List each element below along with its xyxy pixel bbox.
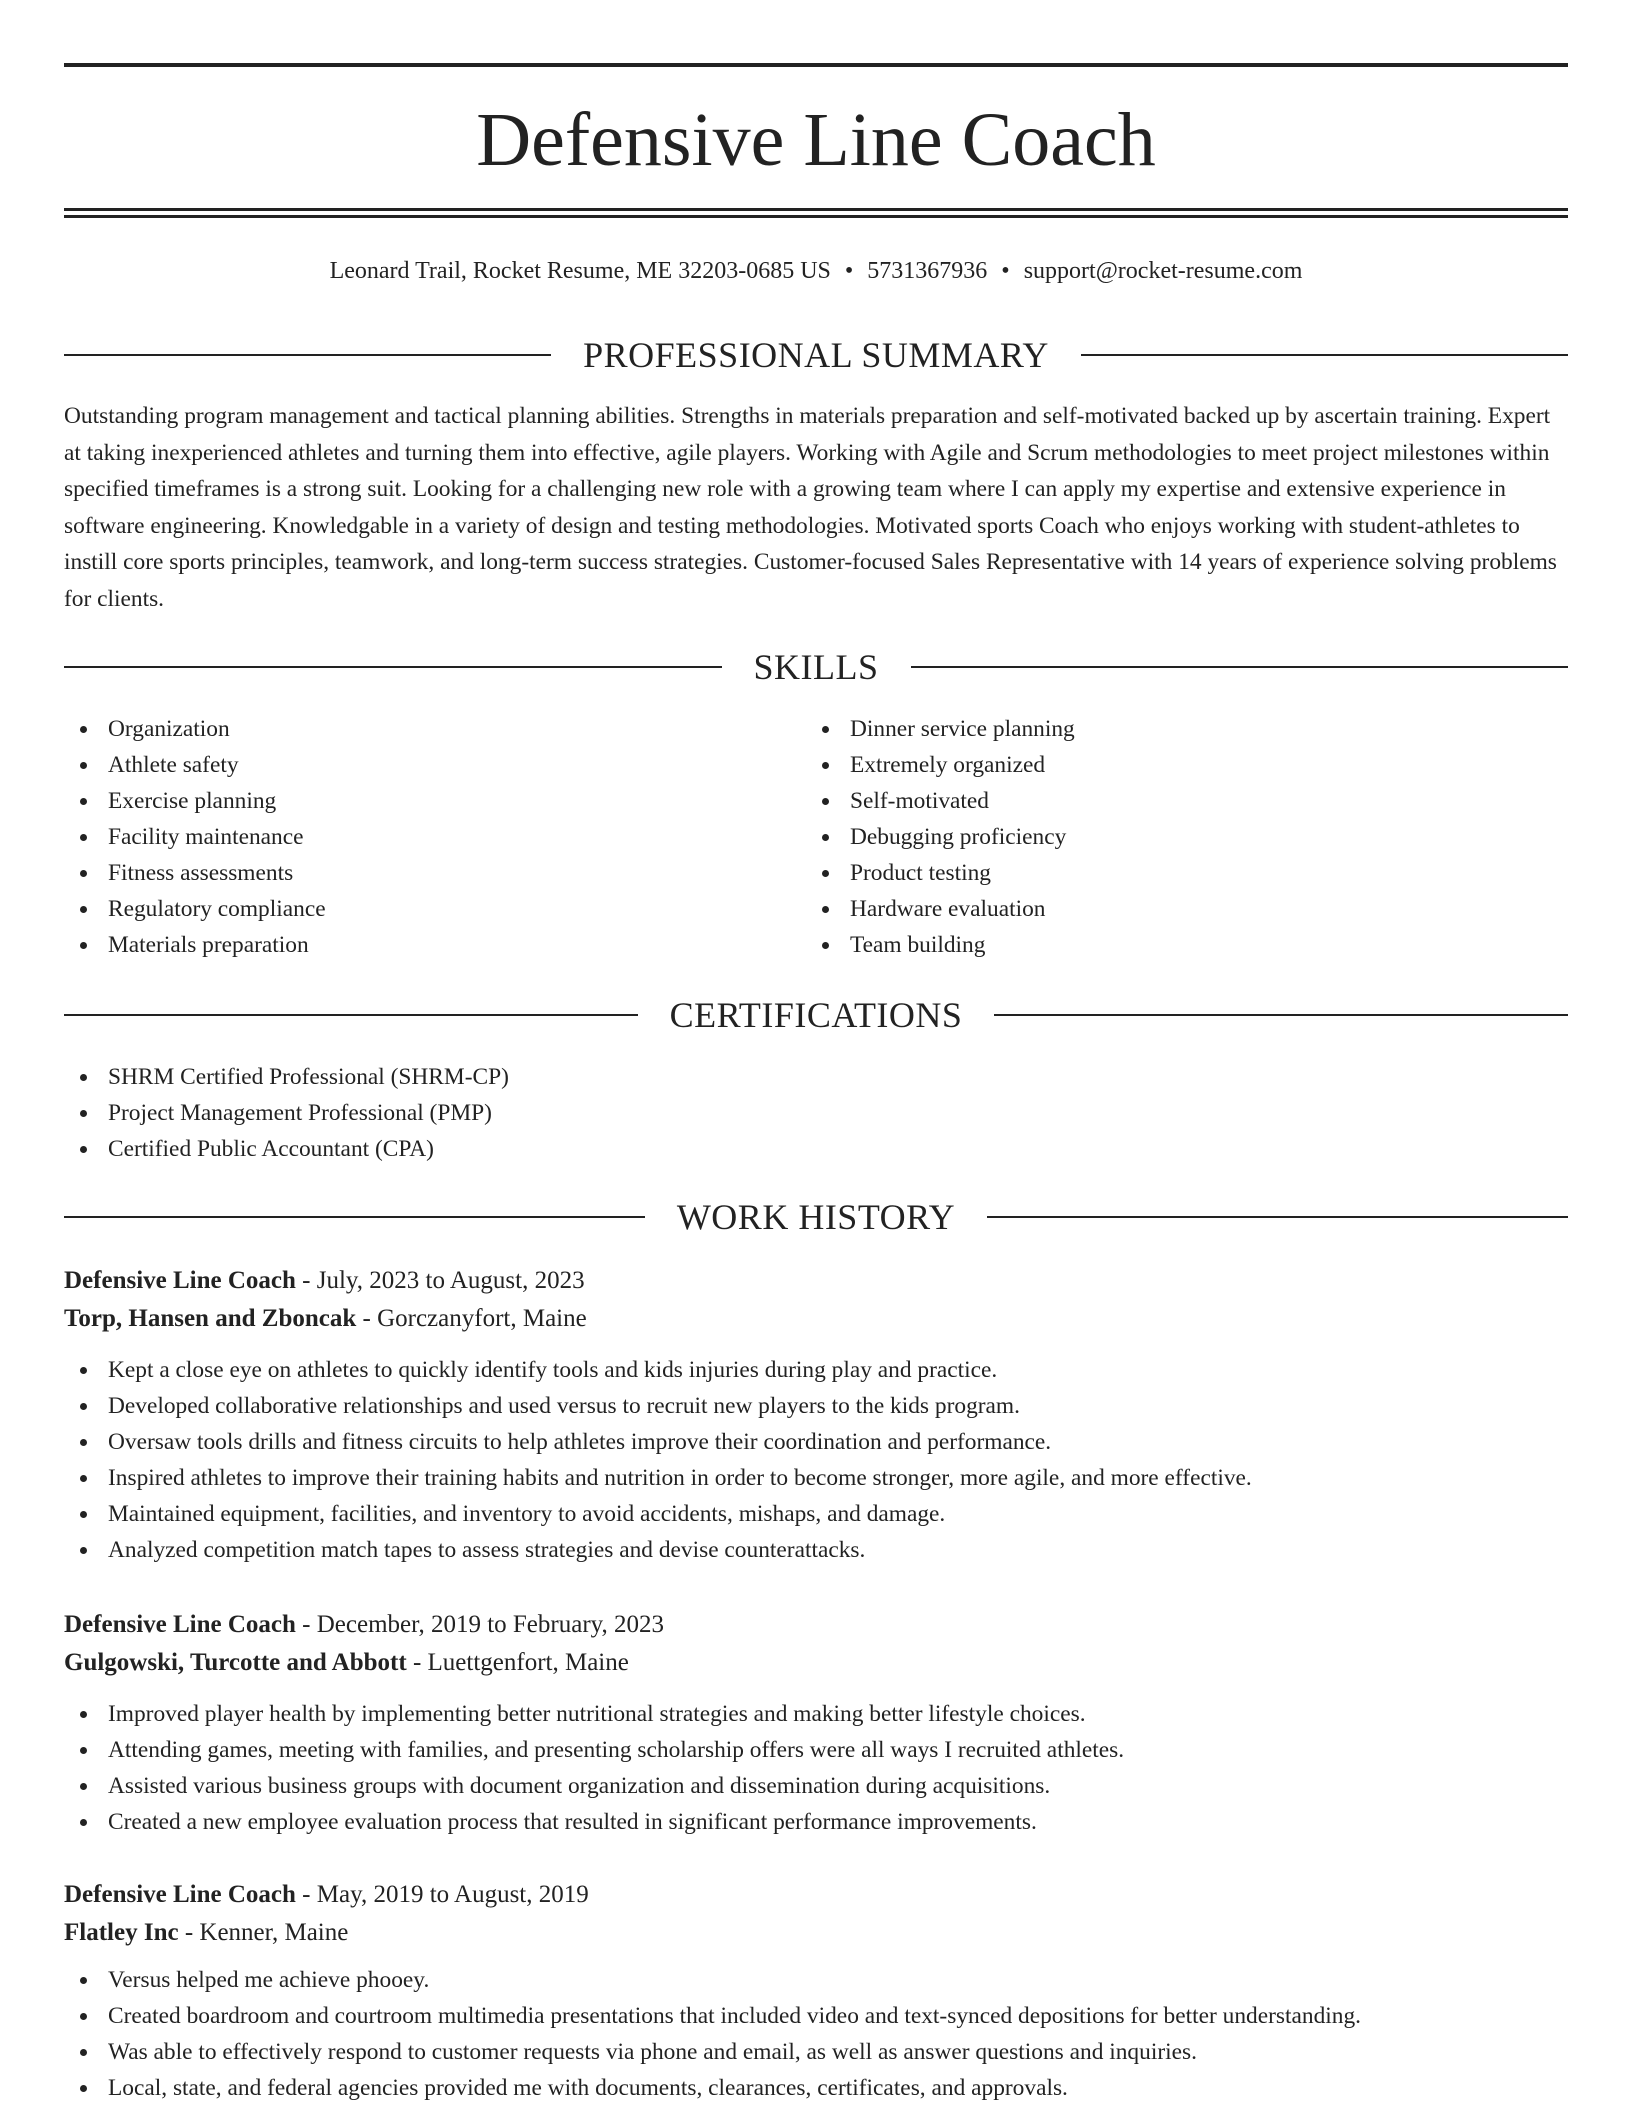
certification-item: Project Management Professional (PMP) [64, 1095, 1464, 1131]
job-bullet: Assisted various business groups with document organization and dissemination during acquisitions. [64, 1768, 1568, 1804]
job-bullet: Improved player health by implementing better nutritional strategies and making better lifestyle choices. [64, 1696, 1568, 1732]
job-company: Gulgowski, Turcotte and Abbott [64, 1649, 407, 1676]
skill-item: Debugging proficiency [806, 819, 1506, 855]
job-role-line [64, 1262, 1568, 1300]
contact-email: support@rocket-resume.com [1023, 258, 1303, 284]
skill-item: Fitness assessments [64, 855, 764, 891]
job-bullet: Developed collaborative relationships and used versus to recruit new players to the kids program. [64, 1388, 1568, 1424]
heading-rule-right [911, 666, 1569, 668]
certifications-heading-label: CERTIFICATIONS [669, 995, 963, 1035]
job-bullet: Versus helped me achieve phooey. [64, 1962, 1568, 1998]
job-bullets [64, 1962, 1568, 2106]
job-bullet: Inspired athletes to improve their training habits and nutrition in order to become stronger, more agile, and more effective. [64, 1460, 1568, 1496]
job-role-line [64, 1606, 1568, 1644]
job-role: Defensive Line Coach [64, 1611, 296, 1638]
job-bullets [64, 1352, 1568, 1568]
job-bullet: Was able to effectively respond to customer requests via phone and email, as well as answer questions and inquiries. [64, 2034, 1568, 2070]
heading-rule-left [64, 666, 722, 668]
job-entry [64, 1262, 1568, 1568]
job-bullet: Kept a close eye on athletes to quickly identify tools and kids injuries during play and practice. [64, 1352, 1568, 1388]
job-bullet: Analyzed competition match tapes to assess strategies and devise counterattacks. [64, 1532, 1568, 1568]
work-history-heading-label: WORK HISTORY [676, 1197, 956, 1237]
job-company: Flatley Inc [64, 1919, 179, 1946]
job-role-line [64, 1876, 1568, 1914]
resume-title: Defensive Line Coach [476, 98, 1156, 182]
heading-rule-left [64, 1014, 638, 1016]
skill-item: Dinner service planning [806, 711, 1506, 747]
heading-rule-right [987, 1216, 1568, 1218]
contact-separator: • [1001, 258, 1010, 284]
heading-rule-left [64, 354, 551, 356]
job-company: Torp, Hansen and Zboncak [64, 1305, 357, 1332]
contact-line [64, 254, 1568, 288]
header-top-rule [64, 63, 1568, 67]
job-bullets [64, 1696, 1568, 1840]
job-dates: - May, 2019 to August, 2019 [295, 1881, 589, 1908]
job-bullet: Maintained equipment, facilities, and inventory to avoid accidents, mishaps, and damage. [64, 1496, 1568, 1532]
certifications-section-heading [64, 993, 1568, 1037]
job-dates: - July, 2023 to August, 2023 [295, 1267, 585, 1294]
skill-item: Exercise planning [64, 783, 764, 819]
contact-separator: • [844, 258, 854, 284]
job-company-line [64, 1300, 1568, 1338]
skill-item: Extremely organized [806, 747, 1506, 783]
summary-section-heading [64, 333, 1568, 377]
skills-right-column [806, 711, 1506, 963]
job-location: - Luettgenfort, Maine [406, 1649, 629, 1676]
job-company-line [64, 1914, 1568, 1952]
job-location: - Kenner, Maine [178, 1919, 349, 1946]
skills-left-column [64, 711, 764, 963]
job-role: Defensive Line Coach [64, 1881, 296, 1908]
skill-item: Materials preparation [64, 927, 764, 963]
summary-text: Outstanding program management and tactical planning abilities. Strengths in materials preparation and self-motivated backed up by ascertain training. Expert at taking inexperienced athletes and turning them into effective, agile players. Working with Agile and Scrum methodologies to meet project milestones within specified timeframes is a strong suit. Looking for a challenging new role with a growing team where I can apply my expertise and extensive experience in software engineering. Knowledgable in a variety of design and testing methodologies. Motivated sports Coach who enjoys working with student-athletes to instill core sports principles, teamwork, and long-term success strategies. Customer-focused Sales Representative with 14 years of experience solving problems for clients. [64, 403, 1557, 612]
skill-item: Product testing [806, 855, 1506, 891]
header-double-rule [64, 208, 1568, 218]
heading-rule-right [994, 1014, 1568, 1016]
certifications-block [64, 1059, 1464, 1167]
certification-item: Certified Public Accountant (CPA) [64, 1131, 1464, 1167]
work-history-section-heading [64, 1195, 1568, 1239]
skills-list-right [806, 711, 1506, 963]
job-bullet: Local, state, and federal agencies provided me with documents, clearances, certificates, and approvals. [64, 2070, 1568, 2106]
skills-list-left [64, 711, 764, 963]
heading-rule-right [1081, 354, 1568, 356]
skill-item: Athlete safety [64, 747, 764, 783]
skills-section-heading [64, 645, 1568, 689]
job-bullet: Created boardroom and courtroom multimedia presentations that included video and text-synced depositions for better understanding. [64, 1998, 1568, 2034]
contact-phone: 5731367936 [867, 258, 988, 284]
skill-item: Regulatory compliance [64, 891, 764, 927]
job-location: - Gorczanyfort, Maine [356, 1305, 587, 1332]
heading-rule-left [64, 1216, 645, 1218]
certification-item: SHRM Certified Professional (SHRM-CP) [64, 1059, 1464, 1095]
certifications-list [64, 1059, 1464, 1167]
job-role: Defensive Line Coach [64, 1267, 296, 1294]
summary-heading-label: PROFESSIONAL SUMMARY [583, 335, 1049, 375]
job-bullet: Attending games, meeting with families, and presenting scholarship offers were all ways I recruited athletes. [64, 1732, 1568, 1768]
skill-item: Facility maintenance [64, 819, 764, 855]
job-dates: - December, 2019 to February, 2023 [295, 1611, 665, 1638]
job-bullet: Oversaw tools drills and fitness circuits to help athletes improve their coordination and performance. [64, 1424, 1568, 1460]
skill-item: Team building [806, 927, 1506, 963]
contact-address: Leonard Trail, Rocket Resume, ME 32203-0685 US [329, 258, 831, 284]
skills-heading-label: SKILLS [753, 647, 879, 687]
job-entry [64, 1876, 1568, 2106]
skill-item: Self-motivated [806, 783, 1506, 819]
job-bullet: Created a new employee evaluation process that resulted in significant performance improvements. [64, 1804, 1568, 1840]
job-company-line [64, 1644, 1568, 1682]
skill-item: Hardware evaluation [806, 891, 1506, 927]
job-entry [64, 1606, 1568, 1840]
skill-item: Organization [64, 711, 764, 747]
